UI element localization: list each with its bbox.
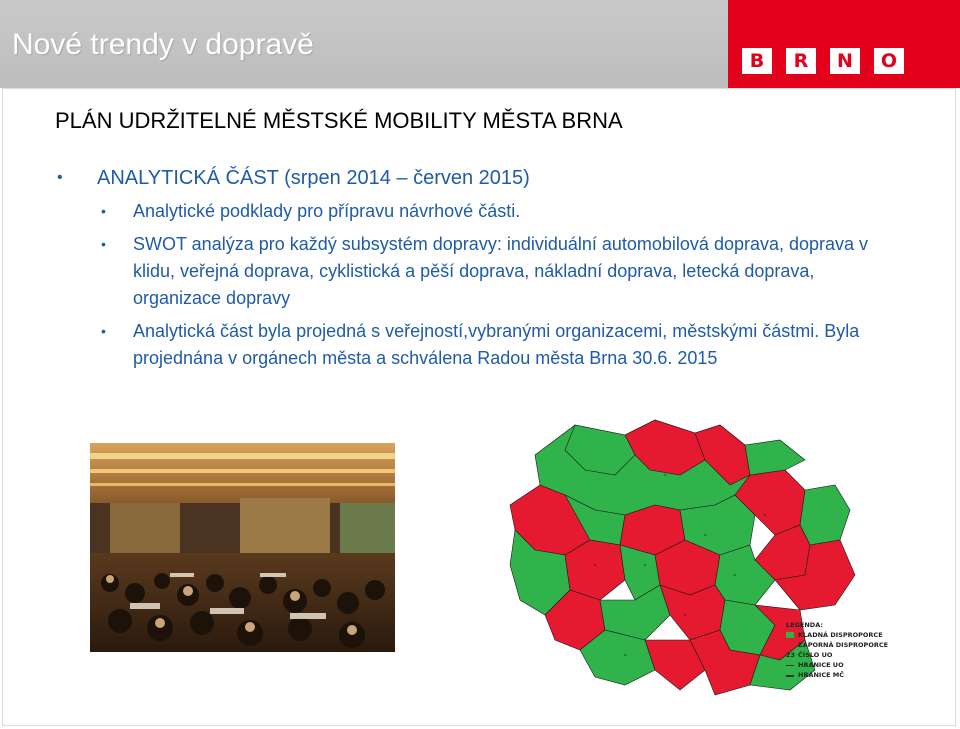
- logo-letter: B: [742, 48, 772, 74]
- map-legend: [786, 620, 896, 684]
- logo-letter: N: [830, 48, 860, 74]
- legend-label: HRANICE MČ: [798, 671, 845, 679]
- bullet-dot: •: [101, 323, 106, 339]
- legend-label: KLADNÁ DISPROPORCE: [798, 631, 883, 639]
- sub-bullet: [101, 198, 891, 225]
- brno-logo: [728, 0, 960, 88]
- legend-line: [786, 675, 794, 677]
- bullet-text: ANALYTICKÁ ČÁST (srpen 2014 – červen 2015): [97, 167, 530, 189]
- legend-item-uo-border: [786, 660, 896, 670]
- sub-bullet: [101, 231, 891, 312]
- logo-letter: O: [874, 48, 904, 74]
- legend-label: HRANICE UO: [798, 661, 844, 669]
- sub-bullet-list: [101, 198, 891, 378]
- legend-item-number: [786, 650, 896, 660]
- header-band: [0, 0, 728, 88]
- bullet-dot: •: [101, 236, 106, 252]
- legend-label: ČÍSLO UO: [798, 651, 833, 659]
- main-heading: PLÁN UDRŽITELNÉ MĚSTSKÉ MOBILITY MĚSTA BRNA: [55, 108, 623, 133]
- sub-bullet: [101, 318, 891, 372]
- legend-number-sample: 23: [786, 651, 796, 659]
- legend-swatch-red: [786, 642, 794, 648]
- sub-bullet-text: Analytické podklady pro přípravu návrhové části.: [133, 201, 521, 221]
- legend-item-mc-border: [786, 670, 896, 680]
- bullet-dot: •: [101, 203, 106, 219]
- sub-bullet-text: Analytická část byla projedná s veřejností,vybranými organizacemi, městskými částmi. Byla projednána v orgánech města a schválena Radou města Brna 30.6. 2015: [133, 321, 860, 368]
- bullet-dot: •: [57, 169, 63, 186]
- legend-item-positive: [786, 630, 896, 640]
- meeting-photo-image: [90, 443, 395, 652]
- meeting-photo: [90, 443, 395, 652]
- legend-line: [786, 665, 794, 666]
- legend-label: ZÁPORNÁ DISPROPORCE: [798, 641, 889, 649]
- legend-title: LEGENDA:: [786, 621, 823, 629]
- sub-bullet-text: SWOT analýza pro každý subsystém dopravy: individuální automobilová doprava, doprava v klidu, veřejná doprava, cyklistická a pěší doprava, nákladní doprava, letecká doprava, organizace dopravy: [133, 234, 869, 308]
- legend-item-negative: [786, 640, 896, 650]
- legend-swatch-green: [786, 632, 794, 638]
- slide-title: Nové trendy v dopravě: [12, 28, 314, 61]
- logo-letter: R: [786, 48, 816, 74]
